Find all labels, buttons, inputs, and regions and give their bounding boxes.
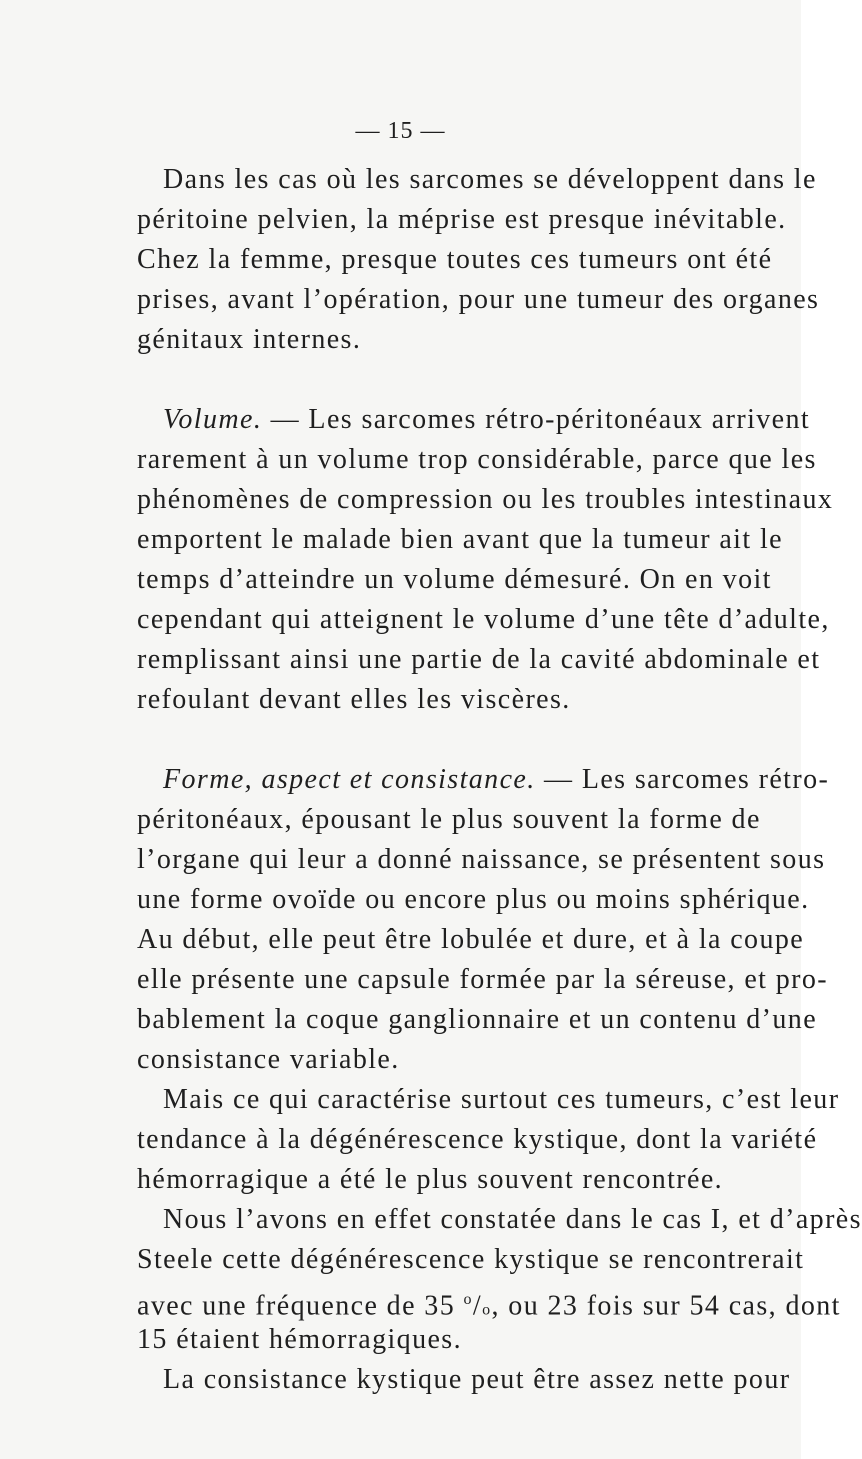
section-heading-forme: Forme, aspect et consistance. <box>163 764 536 795</box>
text-line: Au début, elle peut être lobulée et dure, et à la coupe <box>137 924 805 955</box>
text-line: génitaux internes. <box>137 324 362 355</box>
text-line: cependant qui atteignent le volume d’une tête d’adulte, <box>137 604 830 635</box>
text-line: consistance variable. <box>137 1044 400 1075</box>
section-heading-line <box>163 760 830 800</box>
text-line: temps d’atteindre un volume démesuré. On en voit <box>137 564 772 595</box>
text-line: tendance à la dégénérescence kystique, dont la variété <box>137 1124 818 1155</box>
text-line: 15 étaient hémorragiques. <box>137 1324 463 1355</box>
text-line: emportent le malade bien avant que la tumeur ait le <box>137 524 783 555</box>
text-line: rarement à un volume trop considérable, parce que les <box>137 444 817 475</box>
page-number: — 15 — <box>355 118 446 144</box>
percent-sign-bottom: o <box>482 1301 492 1319</box>
section-heading-volume: Volume. <box>163 404 263 435</box>
text-line: Mais ce qui caractérise surtout ces tumeurs, c’est leur <box>163 1084 840 1115</box>
text-line: Dans les cas où les sarcomes se développent dans le <box>163 164 817 195</box>
text-line: Steele cette dégénérescence kystique se rencontrerait <box>137 1244 805 1275</box>
text-line: elle présente une capsule formée par la séreuse, et pro- <box>137 964 828 995</box>
text-line: Chez la femme, presque toutes ces tumeurs ont été <box>137 244 773 275</box>
text-line: l’organe qui leur a donné naissance, se présentent sous <box>137 844 826 875</box>
percent-sign-top: o <box>463 1291 473 1308</box>
percent-sign-slash: / <box>472 1290 483 1322</box>
section-lead-text: — Les sarcomes rétro-péritonéaux arrivent <box>262 404 811 435</box>
text-line: Nous l’avons en effet constatée dans le cas I, et d’après <box>163 1204 862 1235</box>
section-lead-text: — Les sarcomes rétro- <box>535 764 830 795</box>
text-line: phénomènes de compression ou les troubles intestinaux <box>137 484 834 515</box>
text-line: remplissant ainsi une partie de la cavité abdominale et <box>137 644 821 675</box>
text-fragment: avec une fréquence de 35 <box>137 1290 464 1322</box>
text-line: bablement la coque ganglionnaire et un contenu d’une <box>137 1004 818 1035</box>
text-line: La consistance kystique peut être assez nette pour <box>163 1364 791 1395</box>
text-line: refoulant devant elles les viscères. <box>137 684 571 715</box>
section-heading-line <box>163 400 811 440</box>
text-line: prises, avant l’opération, pour une tumeur des organes <box>137 284 820 315</box>
text-line: une forme ovoïde ou encore plus ou moins sphérique. <box>137 884 810 915</box>
text-line: péritoine pelvien, la méprise est presque inévitable. <box>137 204 787 235</box>
text-line: péritonéaux, épousant le plus souvent la forme de <box>137 804 761 835</box>
text-line: hémorragique a été le plus souvent rencontrée. <box>137 1164 724 1195</box>
text-fragment: , ou 23 fois sur 54 cas, dont <box>491 1290 841 1322</box>
